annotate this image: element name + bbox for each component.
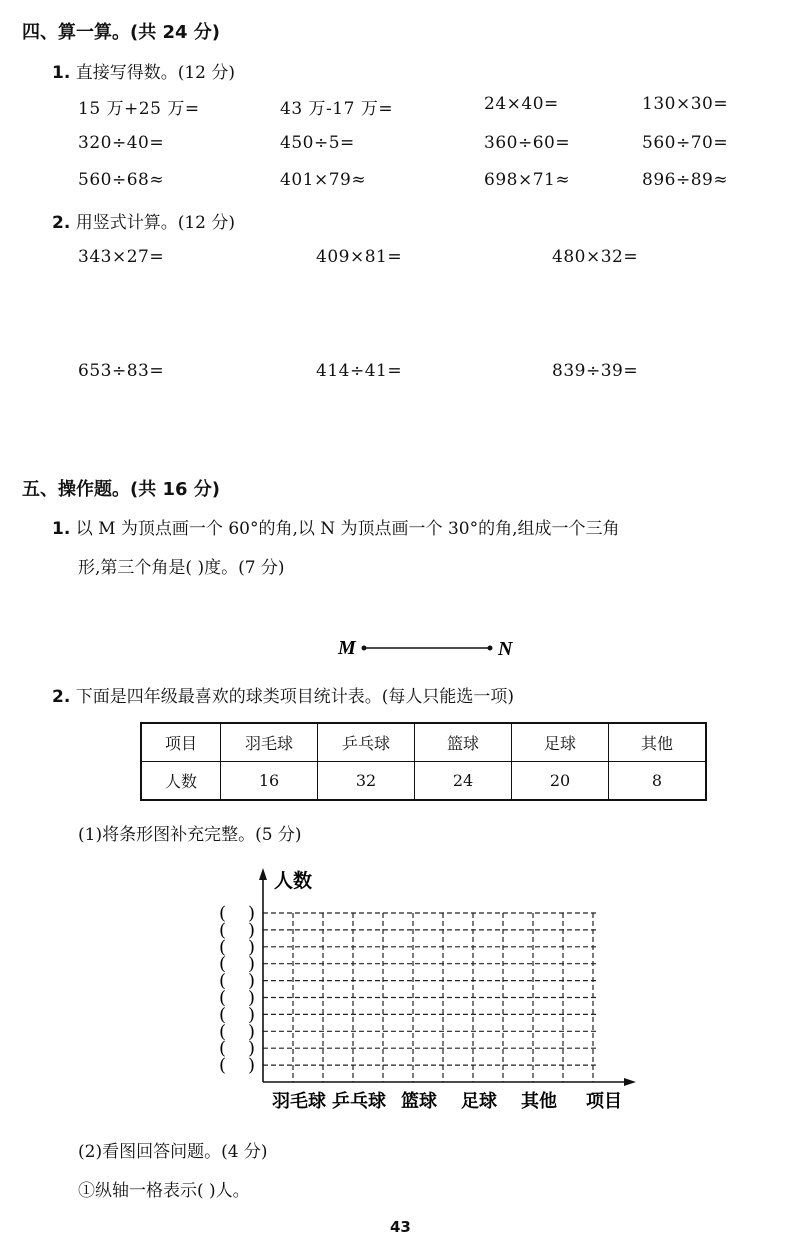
section-4-title: 四、算一算。(共 24 分) [22,22,221,43]
math-expression: 130×30= [642,94,729,114]
math-expression: 343×27= [78,247,165,267]
tick-label-blank: ( [219,1038,227,1060]
y-axis-arrow-icon [259,868,267,880]
math-expression: 896÷89≈ [642,170,729,190]
table-cell: 8 [609,762,707,801]
math-expression: 360÷60= [484,133,571,153]
math-expression: 414÷41= [316,361,403,381]
table-cell: 人数 [141,762,221,801]
table-cell: 24 [415,762,512,801]
question-text: 用竖式计算。(12 分) [75,213,236,233]
tick-label-blank: ) [248,919,256,941]
x-axis-label: 项目 [586,1091,622,1112]
question-number: 2. [52,687,71,707]
table-header-cell: 羽毛球 [221,723,318,762]
math-expression: 560÷68≈ [78,170,165,190]
tick-label-blank: ( [219,987,227,1009]
tick-label-blank: ) [248,1038,256,1060]
question-text: 下面是四年级最喜欢的球类项目统计表。(每人只能选一项) [75,687,514,707]
tick-label-blank: ( [219,1004,227,1026]
question-number: 1. [52,519,71,539]
question-1-line2: 形,第三个角是( )度。(7 分) [78,558,285,578]
section-5-title: 五、操作题。(共 16 分) [22,479,221,500]
table-cell: 16 [221,762,318,801]
tick-label-blank: ( [219,970,227,992]
tick-label-blank: ) [248,1004,256,1026]
x-category-label: 羽毛球 [272,1091,326,1112]
sub-question-2: (2)看图回答问题。(4 分) [78,1142,268,1162]
tick-label-blank: ) [248,936,256,958]
tick-label-blank: ( [219,1055,227,1077]
question-number: 2. [52,213,71,233]
question-text: 直接写得数。(12 分) [75,63,236,83]
table-header-cell: 篮球 [415,723,512,762]
tick-label-blank: ( [219,1021,227,1043]
sub-question-1: (1)将条形图补充完整。(5 分) [78,825,302,845]
tick-label-blank: ( [219,936,227,958]
math-expression: 480×32= [552,247,639,267]
x-axis-arrow-icon [624,1078,636,1086]
math-expression: 839÷39= [552,361,639,381]
x-category-label: 足球 [461,1091,497,1112]
math-expression: 43 万-17 万= [280,99,394,119]
math-expression: 698×71≈ [484,170,571,190]
math-expression: 15 万+25 万= [78,99,200,119]
tick-label-blank: ) [248,903,256,924]
y-axis-label: 人数 [274,870,313,892]
table-header-cell: 足球 [512,723,609,762]
tick-label-blank: ( [219,953,227,975]
math-expression: 401×79≈ [280,170,367,190]
math-expression: 653÷83= [78,361,165,381]
table-header-cell: 其他 [609,723,707,762]
question-text: 以 M 为顶点画一个 60°的角,以 N 为顶点画一个 30°的角,组成一个三角 [75,519,620,539]
tick-label-blank: ) [248,953,256,975]
tick-label-blank: ( [219,903,227,924]
math-expression: 450÷5= [280,133,355,153]
point-m-label: M [338,637,356,659]
question-number: 1. [52,63,71,83]
table-header-cell: 乒乓球 [318,723,415,762]
tick-label-blank: ) [248,970,256,992]
math-expression: 409×81= [316,247,403,267]
tick-label-blank: ) [248,987,256,1009]
table-header-cell: 项目 [141,723,221,762]
math-expression: 320÷40= [78,133,165,153]
math-expression: 560÷70= [642,133,729,153]
math-expression: 24×40= [484,94,559,114]
table-cell: 32 [318,762,415,801]
x-category-label: 乒乓球 [332,1091,386,1112]
tick-label-blank: ( [219,919,227,941]
x-category-label: 其他 [521,1091,557,1112]
tick-label-blank: ) [248,1055,256,1077]
x-category-label: 篮球 [401,1091,437,1112]
sub-question-2-item-1: ①纵轴一格表示( )人。 [78,1181,250,1201]
point-n-label: N [498,638,513,660]
tick-label-blank: ) [248,1021,256,1043]
table-cell: 20 [512,762,609,801]
page-number: 43 [390,1218,411,1236]
